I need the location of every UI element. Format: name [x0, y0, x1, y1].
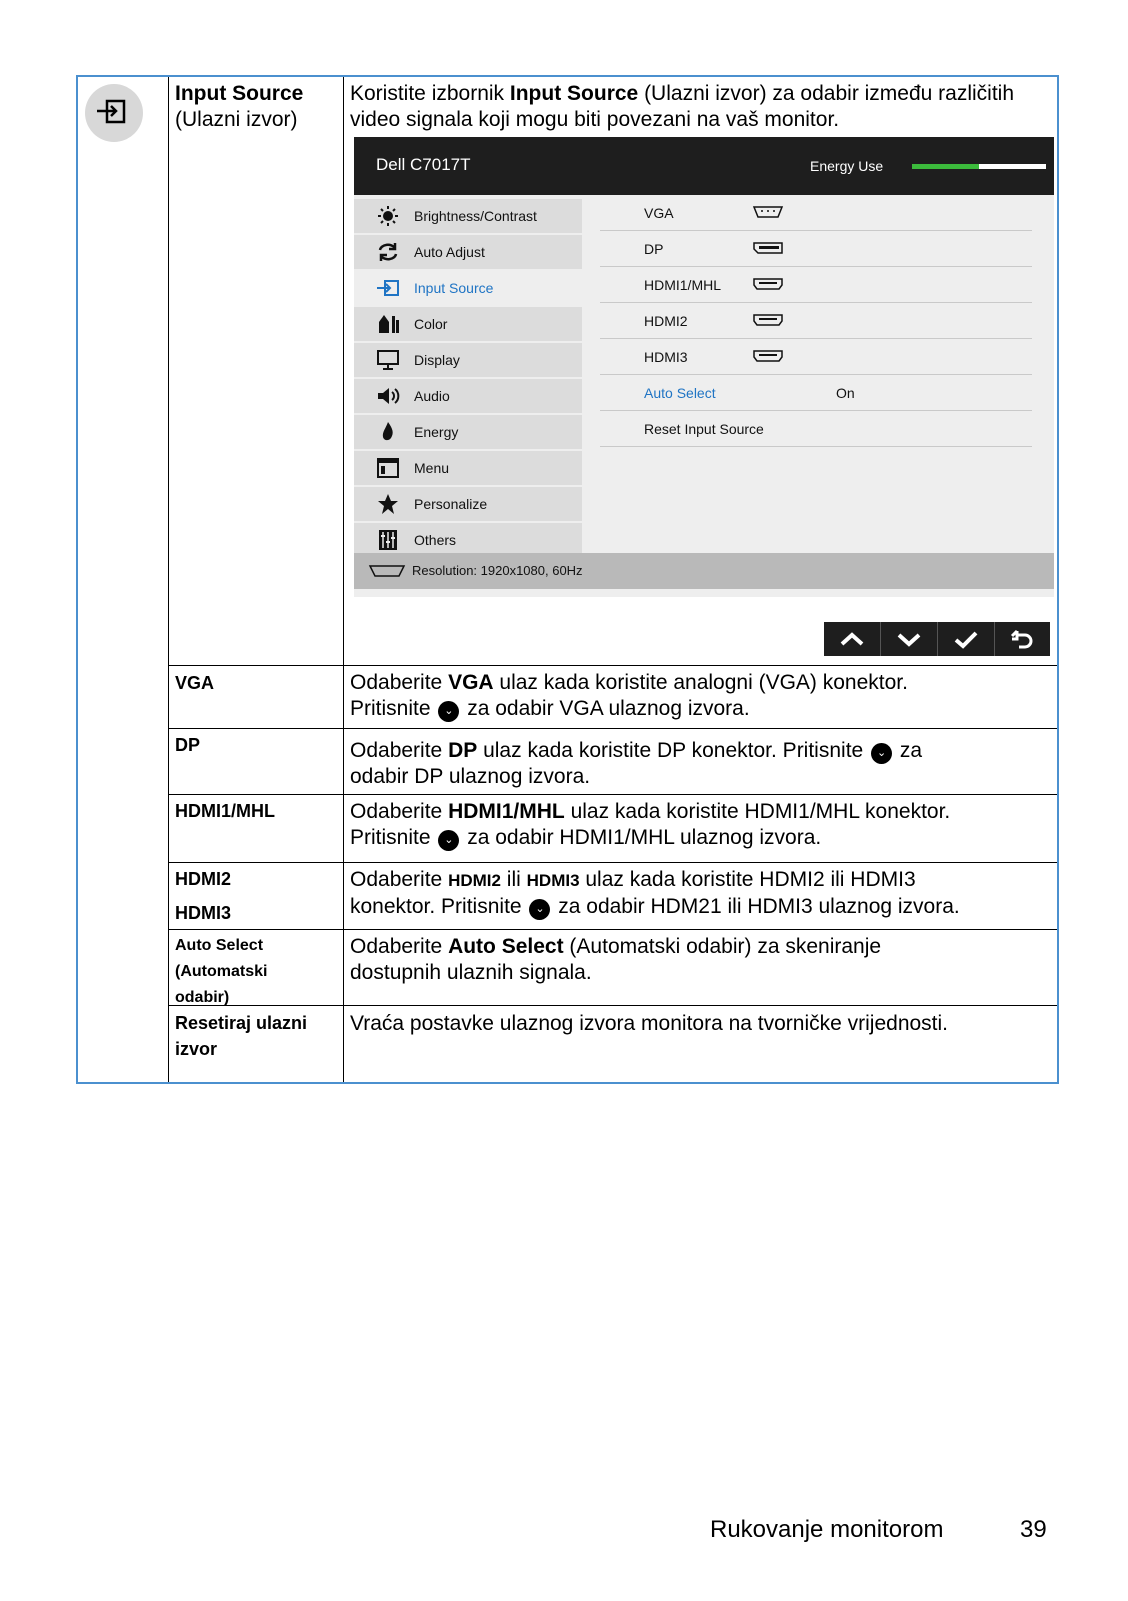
hdmi-connector-icon	[752, 349, 784, 363]
label-line: Auto Select	[175, 937, 264, 954]
desc-text: Odaberite	[350, 739, 449, 762]
check-icon	[938, 622, 994, 656]
desc-bold: HDMI1/MHL	[448, 800, 565, 823]
osd-sub-vga[interactable]	[600, 195, 1032, 231]
desc-text: (Automatski odabir) za skeniranje	[563, 935, 882, 958]
hdmi-connector-icon	[752, 313, 784, 327]
row-divider	[169, 728, 1057, 729]
desc-text: Pritisnite	[350, 826, 437, 849]
osd-menu-others[interactable]	[354, 523, 582, 557]
osd-menu	[354, 137, 1054, 597]
desc-bold: Input Source	[509, 82, 639, 105]
auto-select-value: On	[836, 385, 855, 401]
sub-label: VGA	[644, 205, 674, 221]
sun-icon	[376, 206, 400, 226]
label-line: izvor	[175, 1039, 218, 1059]
desc-text: za odabir HDMI1/MHL ulaznog izvora.	[461, 826, 822, 849]
confirm-button[interactable]	[938, 622, 994, 656]
row-divider	[169, 1005, 1057, 1006]
vga-connector-icon	[368, 564, 406, 578]
down-button-icon: ⌄	[438, 701, 459, 722]
label-line: odabir)	[175, 989, 230, 1006]
desc-text: za odabir VGA ulaznog izvora.	[461, 697, 750, 720]
column-divider	[343, 77, 344, 1082]
row-label-vga: VGA	[175, 673, 215, 693]
osd-sub-auto-select[interactable]	[600, 375, 1032, 411]
star-icon	[376, 494, 400, 514]
column-divider	[168, 77, 169, 1082]
label-line: (Automatski	[175, 963, 268, 980]
osd-menu-display[interactable]	[354, 343, 582, 377]
osd-menu-auto-adjust[interactable]	[354, 235, 582, 269]
section-description	[350, 81, 1050, 133]
row-divider	[169, 665, 1057, 666]
row-desc-hdmi23	[350, 867, 1050, 920]
desc-text: Odaberite	[350, 868, 449, 891]
row-divider	[169, 862, 1057, 863]
desc-text: Koristite izbornik	[350, 82, 510, 105]
color-icon	[376, 314, 400, 334]
down-button[interactable]	[881, 622, 937, 656]
row-label-hdmi3: HDMI3	[175, 903, 232, 923]
desc-text: Odaberite	[350, 935, 449, 958]
desc-text: Vraća postavke ulaznog izvora monitora na tvorničke vrijednosti.	[350, 1012, 949, 1035]
row-desc-reset	[350, 1011, 1050, 1037]
input-source-icon	[376, 278, 400, 298]
row-label-hdmi1: HDMI1/MHL	[175, 801, 275, 821]
down-button-icon: ⌄	[438, 830, 459, 851]
menu-label: Auto Adjust	[414, 244, 485, 260]
sub-label: HDMI1/MHL	[644, 277, 722, 293]
osd-menu-input-source[interactable]	[354, 271, 582, 305]
row-label-dp: DP	[175, 735, 201, 755]
row-desc-dp	[350, 738, 1050, 790]
menu-label: Personalize	[414, 496, 488, 512]
osd-menu-energy[interactable]	[354, 415, 582, 449]
desc-text: ulaz kada koristite HDMI2 ili HDMI3	[579, 868, 916, 891]
hdmi-connector-icon	[752, 277, 784, 291]
display-icon	[376, 350, 400, 370]
desc-bold: HDMI3	[526, 871, 580, 890]
up-icon	[824, 622, 880, 656]
row-desc-vga	[350, 670, 1050, 722]
section-title: Input Source	[175, 82, 304, 105]
desc-bold: HDMI2	[448, 871, 501, 890]
osd-header	[354, 137, 1054, 195]
desc-text: konektor. Pritisnite	[350, 895, 528, 918]
desc-text: ulaz kada koristite DP konektor. Pritisnite	[477, 739, 870, 762]
dp-connector-icon	[752, 241, 784, 255]
row-label-hdmi2: HDMI2	[175, 869, 232, 889]
desc-text: ulaz kada koristite analogni (VGA) konektor.	[493, 671, 908, 694]
menu-label: Display	[414, 352, 460, 368]
osd-sub-dp[interactable]	[600, 231, 1032, 267]
row-label-reset	[175, 1010, 307, 1062]
input-source-icon	[85, 84, 143, 142]
row-divider	[169, 794, 1057, 795]
label-line: Resetiraj ulazni	[175, 1013, 308, 1033]
osd-sub-hdmi3[interactable]	[600, 339, 1032, 375]
page-number: 39	[1020, 1516, 1047, 1543]
sub-label: DP	[644, 241, 664, 257]
sub-label: Auto Select	[644, 385, 716, 401]
row-desc-hdmi1	[350, 799, 1050, 851]
sub-label: HDMI2	[644, 313, 688, 329]
row-divider	[169, 929, 1057, 930]
energy-bar	[912, 164, 1046, 169]
desc-text: za	[894, 739, 923, 762]
section-title-cell	[175, 81, 340, 133]
osd-menu-personalize[interactable]	[354, 487, 582, 521]
desc-text: Odaberite	[350, 671, 449, 694]
desc-text: Pritisnite	[350, 697, 437, 720]
desc-text: dostupnih ulaznih signala.	[350, 961, 592, 984]
section-title-sub: (Ulazni izvor)	[175, 108, 298, 131]
row-label-auto-select	[175, 933, 267, 1011]
down-button-icon: ⌄	[529, 899, 550, 920]
menu-label: Energy	[414, 424, 459, 440]
row-desc-auto-select	[350, 934, 1050, 986]
desc-text: ili	[500, 868, 527, 891]
down-button-icon: ⌄	[871, 743, 892, 764]
settings-table	[76, 75, 1059, 1084]
osd-menu-audio[interactable]	[354, 379, 582, 413]
desc-bold: DP	[448, 739, 478, 762]
energy-icon	[376, 422, 400, 442]
back-button[interactable]	[995, 622, 1051, 656]
osd-nav-buttons	[824, 622, 1050, 656]
down-icon	[881, 622, 937, 656]
sub-label: Reset Input Source	[644, 421, 764, 437]
osd-menu-brightness[interactable]	[354, 199, 582, 233]
menu-label: Color	[414, 316, 448, 332]
sub-label: HDMI3	[644, 349, 688, 365]
auto-adjust-icon	[376, 242, 400, 262]
menu-label: Brightness/Contrast	[414, 208, 537, 224]
energy-fill	[912, 164, 979, 169]
menu-label: Input Source	[414, 280, 494, 296]
desc-text: (Ulazni izvor) za odabir između različitih video signala koji mogu biti povezani na vaš monitor.	[350, 82, 1015, 131]
others-icon	[376, 530, 400, 550]
desc-bold: Auto Select	[448, 935, 564, 958]
speaker-icon	[376, 386, 400, 406]
menu-label: Menu	[414, 460, 450, 476]
energy-label: Energy Use	[810, 158, 884, 174]
osd-sub-hdmi2[interactable]	[600, 303, 1032, 339]
menu-label: Others	[414, 532, 457, 548]
menu-label: Audio	[414, 388, 450, 404]
vga-connector-icon	[752, 205, 784, 219]
up-button[interactable]	[824, 622, 880, 656]
desc-text: ulaz kada koristite HDMI1/MHL konektor.	[564, 800, 951, 823]
desc-bold: VGA	[448, 671, 494, 694]
desc-text: odabir DP ulaznog izvora.	[350, 765, 591, 788]
osd-sub-hdmi1[interactable]	[600, 267, 1032, 303]
osd-menu-color[interactable]	[354, 307, 582, 341]
back-icon	[995, 622, 1051, 656]
resolution-text: Resolution: 1920x1080, 60Hz	[412, 563, 583, 578]
desc-text: Odaberite	[350, 800, 449, 823]
desc-text: za odabir HDM21 ili HDMI3 ulaznog izvora.	[552, 895, 960, 918]
menu-icon	[376, 458, 400, 478]
osd-sub-reset[interactable]	[600, 411, 1032, 447]
osd-model: Dell C7017T	[376, 155, 471, 174]
footer-title: Rukovanje monitorom	[710, 1516, 944, 1543]
osd-menu-menu[interactable]	[354, 451, 582, 485]
osd-status-bar	[354, 553, 1054, 589]
